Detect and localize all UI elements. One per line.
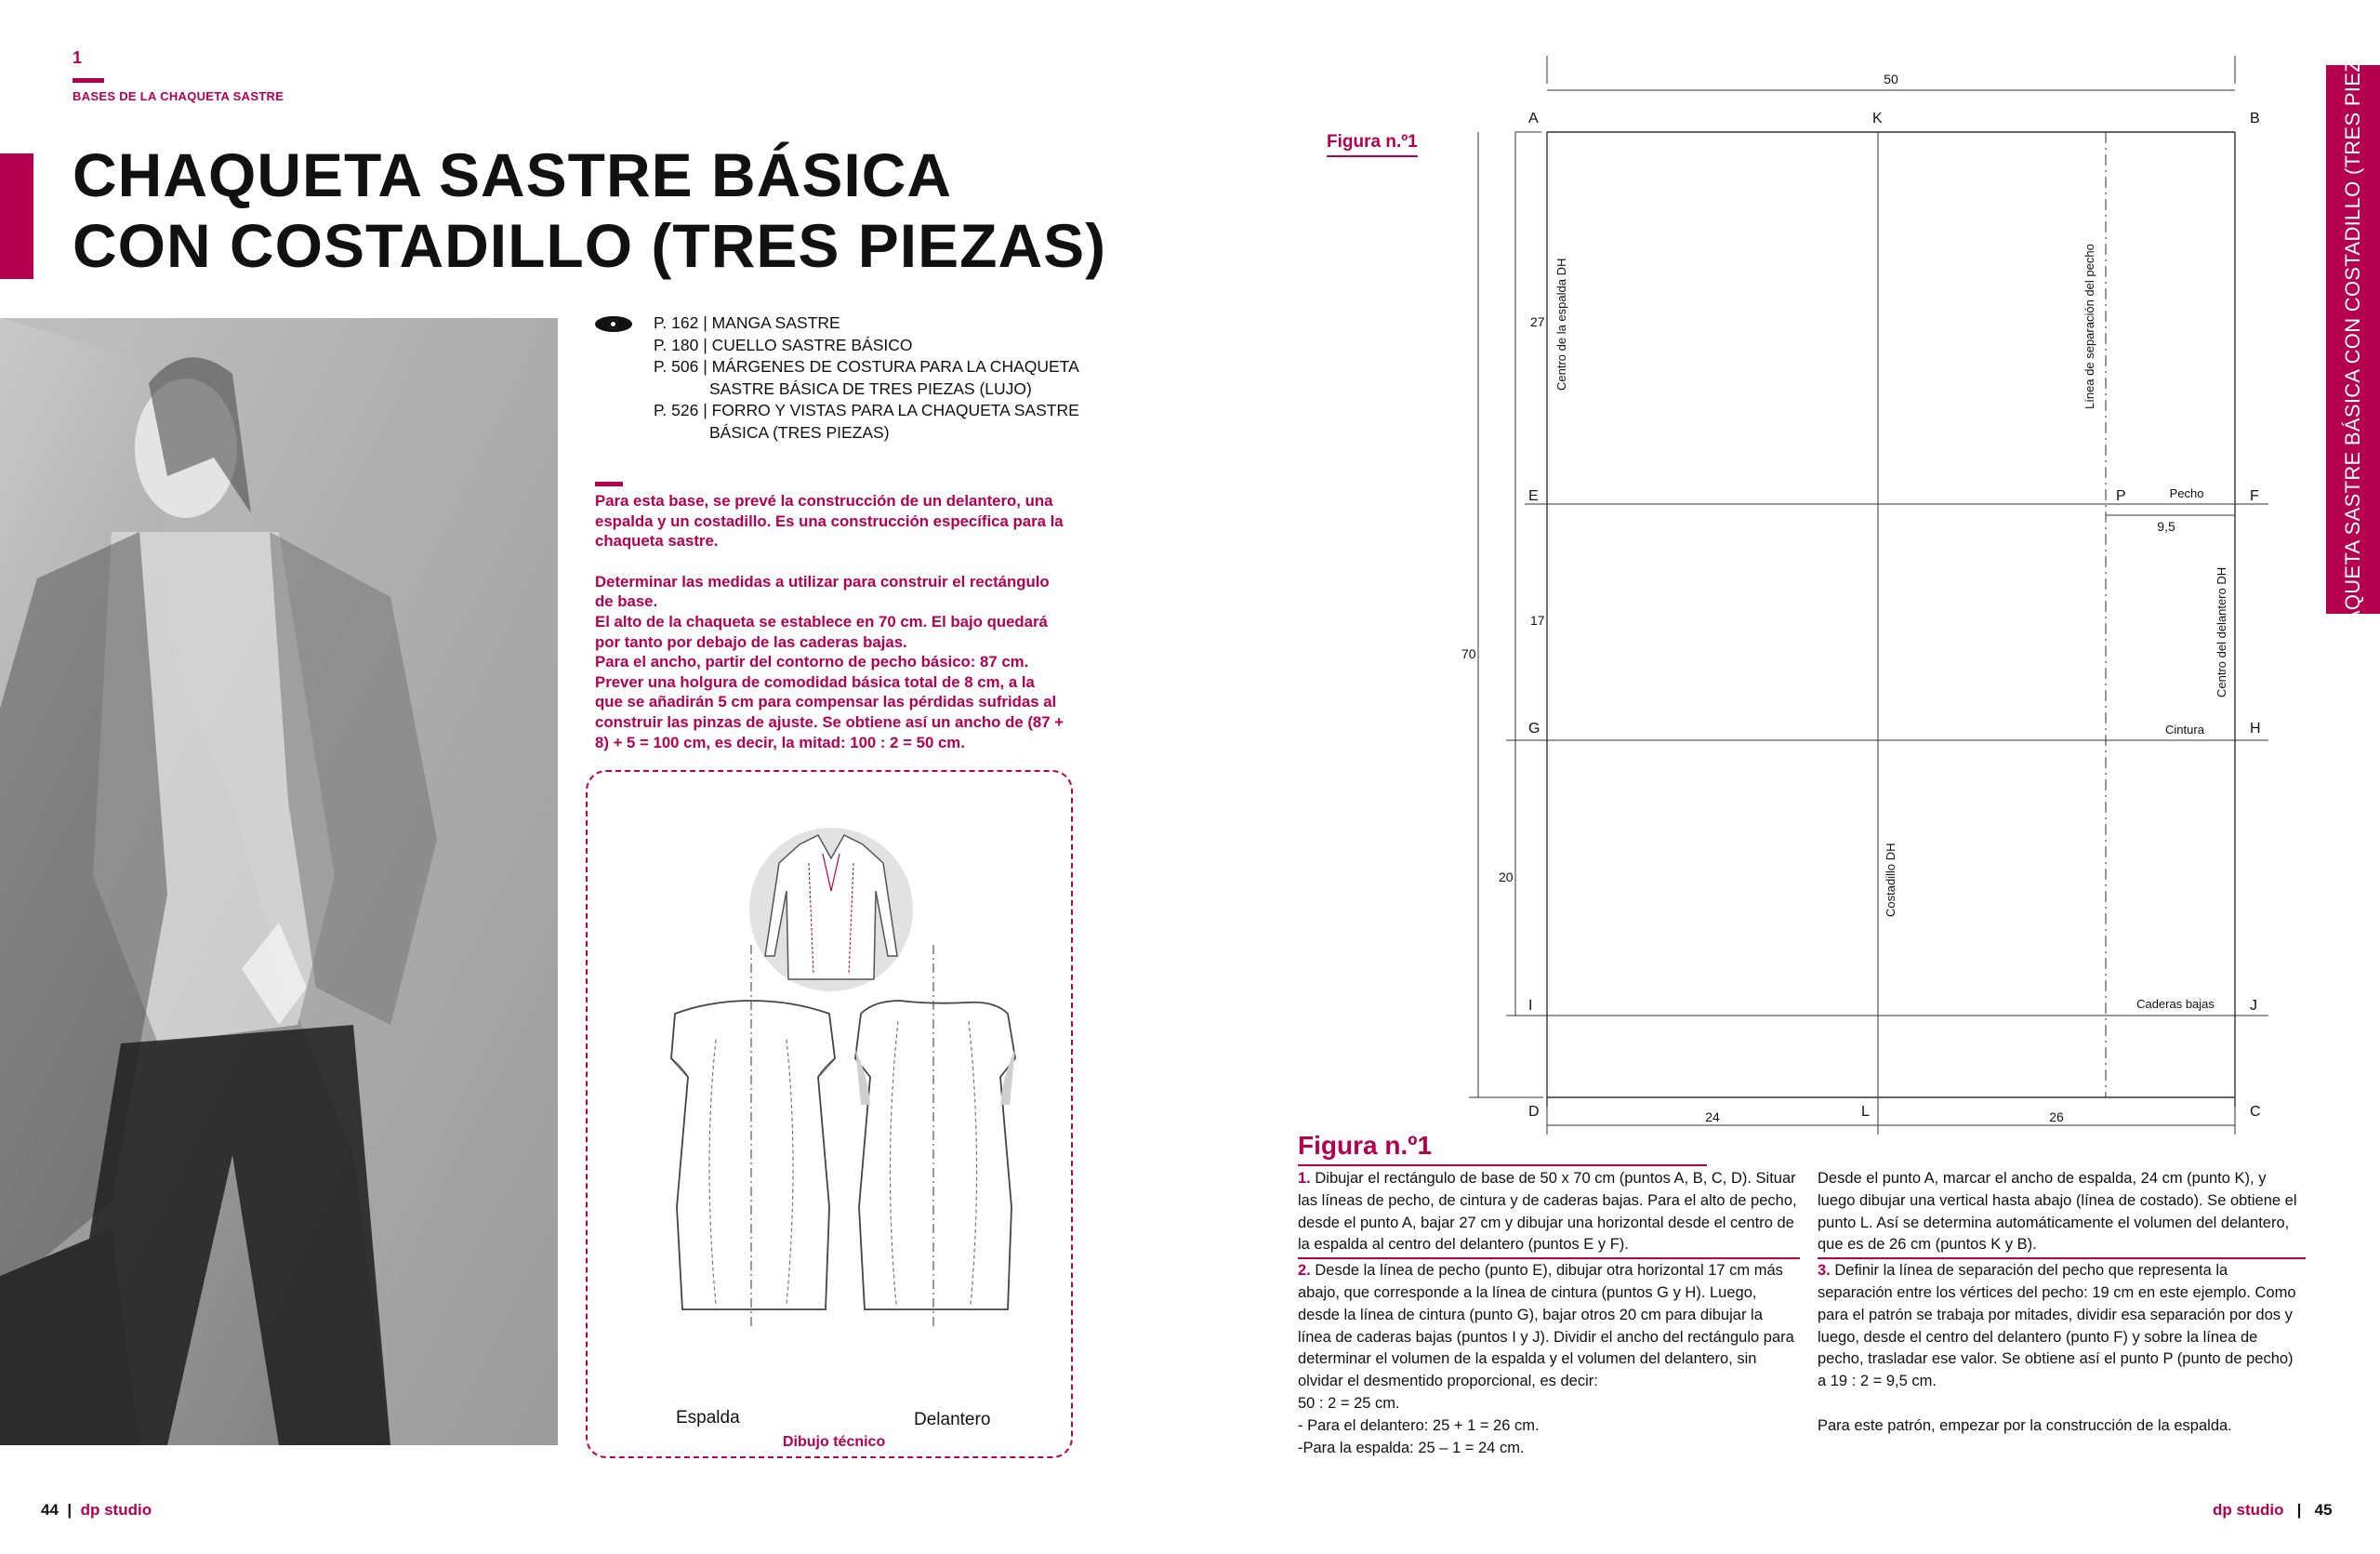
steps-column-2	[1818, 1168, 2306, 1438]
intro-bar	[595, 482, 623, 486]
footer-separator: |	[62, 1501, 76, 1519]
page-number: 44	[41, 1501, 59, 1519]
side-title: CHAQUETA SASTRE BÁSICA CON COSTADILLO (TRES PIEZAS)	[2341, 24, 2364, 655]
point-e: E	[1528, 488, 1539, 504]
step-1-text: Dibujar el rectángulo de base de 50 x 70 cm (puntos A, B, C, D). Situar las líneas de pecho, de cintura y de caderas bajas. Para el alto de pecho, desde el punto A, bajar 27 cm y dibujar una horizontal desde el centro de la espalda al centro del delantero (puntos E y F).	[1298, 1170, 1797, 1254]
step-2-continued: Desde el punto A, marcar el ancho de espalda, 24 cm (punto K), y luego dibujar una vertical hasta abajo (línea de costado). Se obtiene el punto L. Así se determina automáticamente el volumen del delantero, que es de 26 cm (puntos K y B).	[1818, 1170, 2297, 1254]
tech-caption: Dibujo técnico	[777, 1434, 891, 1451]
figure-label-underline	[1327, 155, 1418, 157]
cross-references	[654, 312, 1079, 444]
ref-item-cont: SASTRE BÁSICA DE TRES PIEZAS (LUJO)	[709, 379, 1032, 398]
point-h: H	[2250, 721, 2261, 737]
page-title	[73, 139, 1106, 281]
figure-label-top: Figura n.º1	[1327, 132, 1418, 152]
label-centro-espalda: Centro de la espalda DH	[1554, 258, 1568, 391]
point-i: I	[1528, 998, 1533, 1014]
point-g: G	[1528, 721, 1540, 737]
footer-separator: |	[2288, 1501, 2310, 1519]
point-d: D	[1528, 1104, 1540, 1120]
page-number: 45	[2314, 1501, 2333, 1519]
chapter-number: 1	[73, 48, 83, 67]
ref-item-cont: BÁSICA (TRES PIEZAS)	[709, 422, 890, 442]
label-centro-delantero: Centro del delantero DH	[2215, 566, 2228, 697]
step-3-text: Definir la línea de separación del pecho que representa la separación entre los vértices del pecho: 19 cm en este ejemplo. Como para el patrón se trabaja por mitades, dividir esa separación por dos y luego, desde el centro del delantero (punto F) y sobre la línea de pecho, trasladar ese valor. Se obtiene así el punto P (punto de pecho) a 19 : 2 = 9,5 cm.	[1818, 1262, 2296, 1390]
step-2-front: - Para el delantero: 25 + 1 = 26 cm.	[1298, 1416, 1540, 1434]
label-separacion-pecho: Línea de separación del pecho	[2082, 244, 2096, 409]
point-f: F	[2250, 488, 2259, 504]
point-b: B	[2250, 111, 2260, 126]
label-cintura: Cintura	[2165, 723, 2204, 737]
point-a: A	[1528, 111, 1539, 126]
step-separator	[1818, 1257, 2306, 1259]
point-j: J	[2250, 998, 2257, 1014]
dim-17: 17	[1530, 613, 1545, 628]
title-line-1: CHAQUETA SASTRE BÁSICA	[73, 140, 953, 209]
publisher: dp studio	[2213, 1501, 2284, 1519]
steps-column-1	[1298, 1168, 1800, 1459]
point-l: L	[1861, 1104, 1870, 1120]
point-c: C	[2250, 1104, 2261, 1120]
intro-text	[595, 491, 1064, 752]
label-pecho: Pecho	[2169, 486, 2204, 500]
figure-title: Figura n.º1	[1298, 1131, 1433, 1160]
title-line-2: CON COSTADILLO (TRES PIEZAS)	[73, 211, 1107, 280]
step-2-calc: 50 : 2 = 25 cm.	[1298, 1394, 1400, 1412]
intro-paragraph-1: Para esta base, se prevé la construcción de un delantero, una espalda y un costadillo. Es una construcción específica para la chaqueta sastre.	[595, 492, 1064, 551]
final-note: Para este patrón, empezar por la construcción de la espalda.	[1818, 1416, 2232, 1434]
dim-70: 70	[1461, 646, 1476, 661]
dim-26: 26	[2049, 1109, 2064, 1124]
point-p: P	[2116, 488, 2126, 504]
step-separator	[1298, 1257, 1800, 1259]
left-accent-bar	[0, 153, 33, 279]
dim-20: 20	[1499, 870, 1514, 884]
side-title-tab	[2326, 24, 2380, 655]
intro-paragraph-2a: Determinar las medidas a utilizar para construir el rectángulo de base.	[595, 572, 1050, 611]
dim-27: 27	[1530, 314, 1545, 329]
dim-top-width: 50	[1884, 72, 1898, 86]
step-2	[1298, 1260, 1800, 1393]
step-1	[1298, 1168, 1800, 1256]
figure-title-underline	[1298, 1164, 1707, 1166]
publisher: dp studio	[80, 1501, 152, 1519]
intro-paragraph-2c: Para el ancho, partir del contorno de pecho básico: 87 cm. Prever una holgura de comodidad básica total de 8 cm, a la que se añadirán 5 cm para compensar las pérdidas sufridas al construir las pinzas de ajuste. Se obtiene así un ancho de (87 + 8) + 5 = 100 cm, es decir, la mitad: 100 : 2 = 50 cm.	[595, 653, 1064, 751]
label-caderas-bajas: Caderas bajas	[2136, 997, 2215, 1011]
ref-item: P. 506 | MÁRGENES DE COSTURA PARA LA CHAQUETA	[654, 357, 1079, 376]
dim-9-5: 9,5	[2157, 519, 2175, 534]
step-2-number: 2.	[1298, 1262, 1311, 1280]
intro-paragraph-2b: El alto de la chaqueta se establece en 70 cm. El bajo quedará por tanto por debajo de las caderas bajas.	[595, 612, 1048, 651]
point-k: K	[1872, 111, 1883, 126]
eye-icon	[595, 316, 632, 332]
step-3	[1818, 1260, 2306, 1393]
page-footer-right	[2213, 1501, 2333, 1520]
dim-24: 24	[1705, 1109, 1720, 1124]
chapter-label: BASES DE LA CHAQUETA SASTRE	[73, 89, 284, 103]
technical-drawing	[586, 770, 1073, 1458]
pattern-diagram	[1432, 56, 2287, 1135]
back-label: Espalda	[676, 1408, 740, 1428]
ref-item: P. 526 | FORRO Y VISTAS PARA LA CHAQUETA SASTRE	[654, 401, 1079, 419]
step-2-back: -Para la espalda: 25 – 1 = 24 cm.	[1298, 1439, 1525, 1456]
step-1-number: 1.	[1298, 1170, 1311, 1187]
front-label: Delantero	[914, 1410, 991, 1429]
chapter-bar	[73, 78, 104, 83]
ref-item: P. 162 | MANGA SASTRE	[654, 313, 840, 332]
label-costadillo: Costadillo DH	[1884, 843, 1897, 917]
step-3-number: 3.	[1818, 1262, 1831, 1280]
ref-item: P. 180 | CUELLO SASTRE BÁSICO	[654, 335, 913, 354]
page-footer-left	[41, 1501, 152, 1520]
step-2-text: Desde la línea de pecho (punto E), dibujar otra horizontal 17 cm más abajo, que corresponde a la línea de cintura (puntos G y H). Luego, desde la línea de cintura (punto G), bajar otros 20 cm para dibujar la línea de caderas bajas (puntos I y J). Dividir el ancho del rectángulo para determinar el volumen de la espalda y el volumen del delantero, sin olvidar el desmentido proporcional, es decir:	[1298, 1262, 1794, 1390]
fashion-illustration	[0, 318, 558, 1445]
